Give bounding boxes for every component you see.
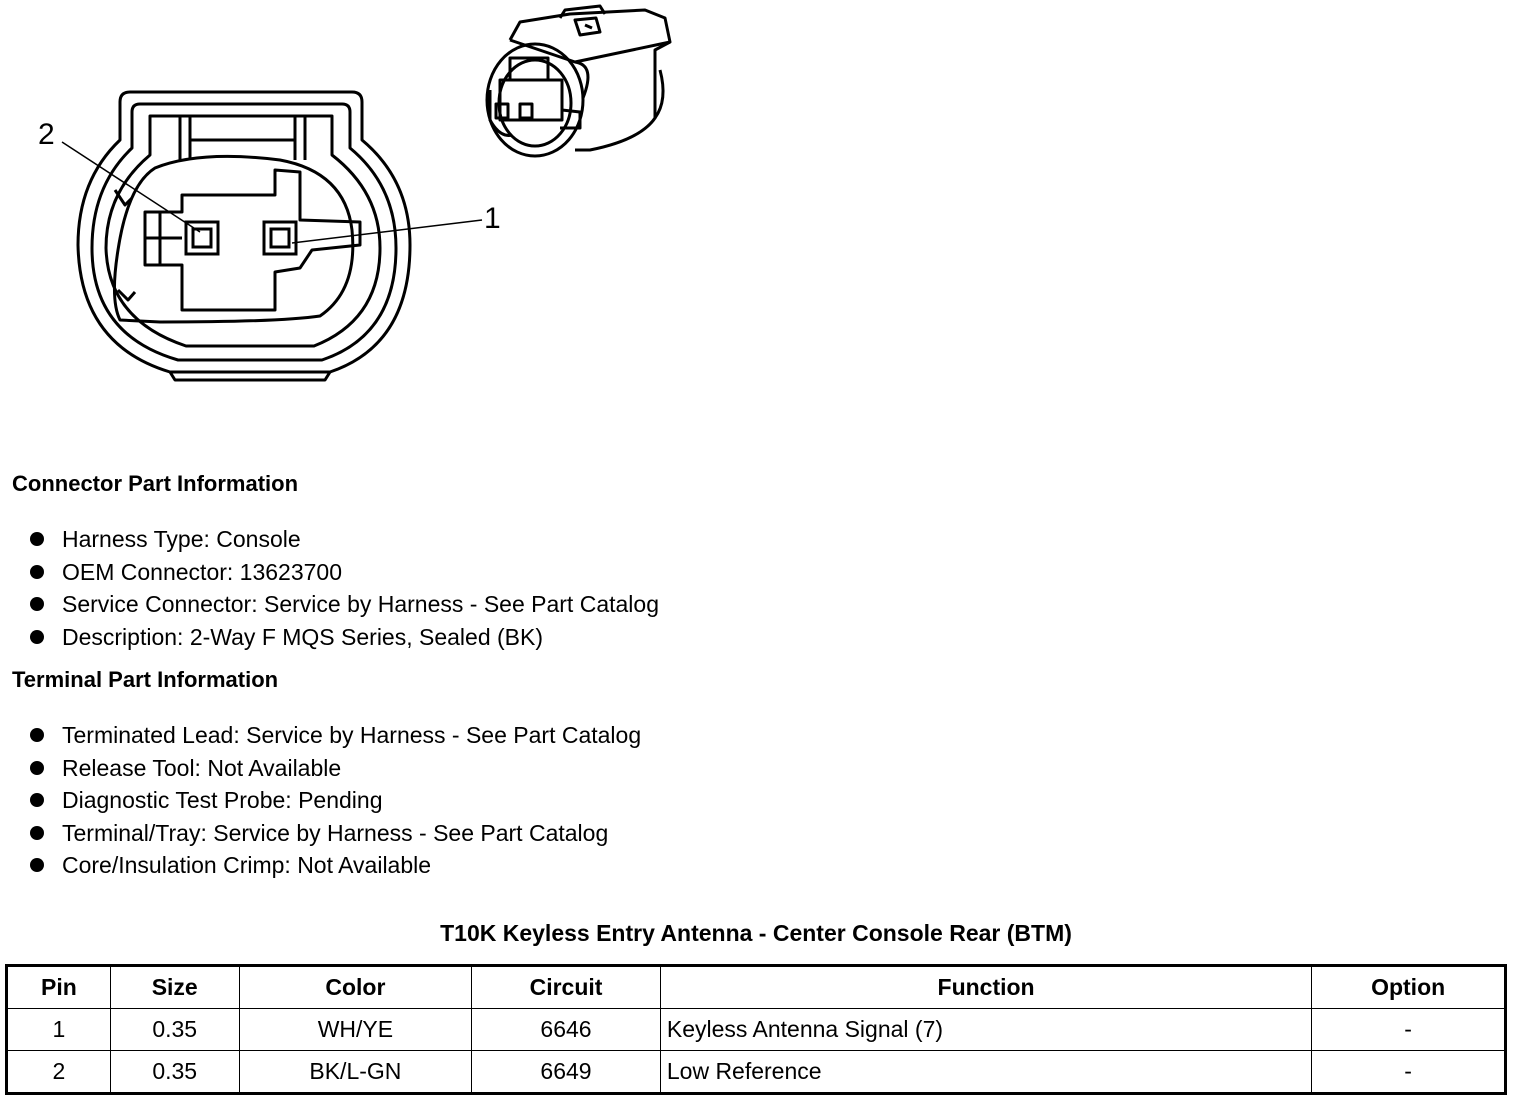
cell-option: - <box>1312 1051 1506 1094</box>
terminal-info-item: Diagnostic Test Probe: Pending <box>28 785 641 818</box>
connector-figure <box>0 0 760 420</box>
header-circuit: Circuit <box>472 966 661 1009</box>
cell-circuit: 6649 <box>472 1051 661 1094</box>
connector-info-item: Description: 2-Way F MQS Series, Sealed (BK) <box>28 622 659 655</box>
cell-option: - <box>1312 1009 1506 1051</box>
connector-info-item: Harness Type: Console <box>28 524 659 557</box>
header-option: Option <box>1312 966 1506 1009</box>
pin-1-leader <box>292 220 482 243</box>
header-function: Function <box>660 966 1311 1009</box>
cell-circuit: 6646 <box>472 1009 661 1051</box>
terminal-info-item: Terminated Lead: Service by Harness - See Part Catalog <box>28 720 641 753</box>
connector-drawing <box>0 0 760 420</box>
pin-table <box>5 964 1507 1095</box>
header-pin: Pin <box>7 966 111 1009</box>
connector-3d-view <box>487 6 670 156</box>
cell-size: 0.35 <box>110 1051 239 1094</box>
terminal-housing <box>145 170 360 310</box>
connector-info-title: Connector Part Information <box>12 471 299 496</box>
terminal-info-item: Core/Insulation Crimp: Not Available <box>28 850 641 883</box>
terminal-info-title: Terminal Part Information <box>12 667 279 692</box>
table-row <box>7 1051 1506 1094</box>
cell-color: BK/L-GN <box>239 1051 472 1094</box>
connector-info-list <box>28 524 659 654</box>
terminal-info-item: Release Tool: Not Available <box>28 753 641 786</box>
terminal-info-list <box>28 720 641 883</box>
terminal-info-item: Terminal/Tray: Service by Harness - See Part Catalog <box>28 818 641 851</box>
pin-2-label: 2 <box>38 118 55 151</box>
connector-info-item: OEM Connector: 13623700 <box>28 557 659 590</box>
terminal-1-cavity <box>264 222 296 254</box>
cell-pin: 1 <box>7 1009 111 1051</box>
cell-color: WH/YE <box>239 1009 472 1051</box>
table-row <box>7 1009 1506 1051</box>
table-header-row <box>7 966 1506 1009</box>
pin-1-label: 1 <box>484 202 501 235</box>
cell-function: Low Reference <box>660 1051 1311 1094</box>
table-title: T10K Keyless Entry Antenna - Center Console Rear (BTM) <box>440 920 1072 946</box>
cell-pin: 2 <box>7 1051 111 1094</box>
header-color: Color <box>239 966 472 1009</box>
connector-info-item: Service Connector: Service by Harness - See Part Catalog <box>28 589 659 622</box>
cell-function: Keyless Antenna Signal (7) <box>660 1009 1311 1051</box>
header-size: Size <box>110 966 239 1009</box>
cell-size: 0.35 <box>110 1009 239 1051</box>
